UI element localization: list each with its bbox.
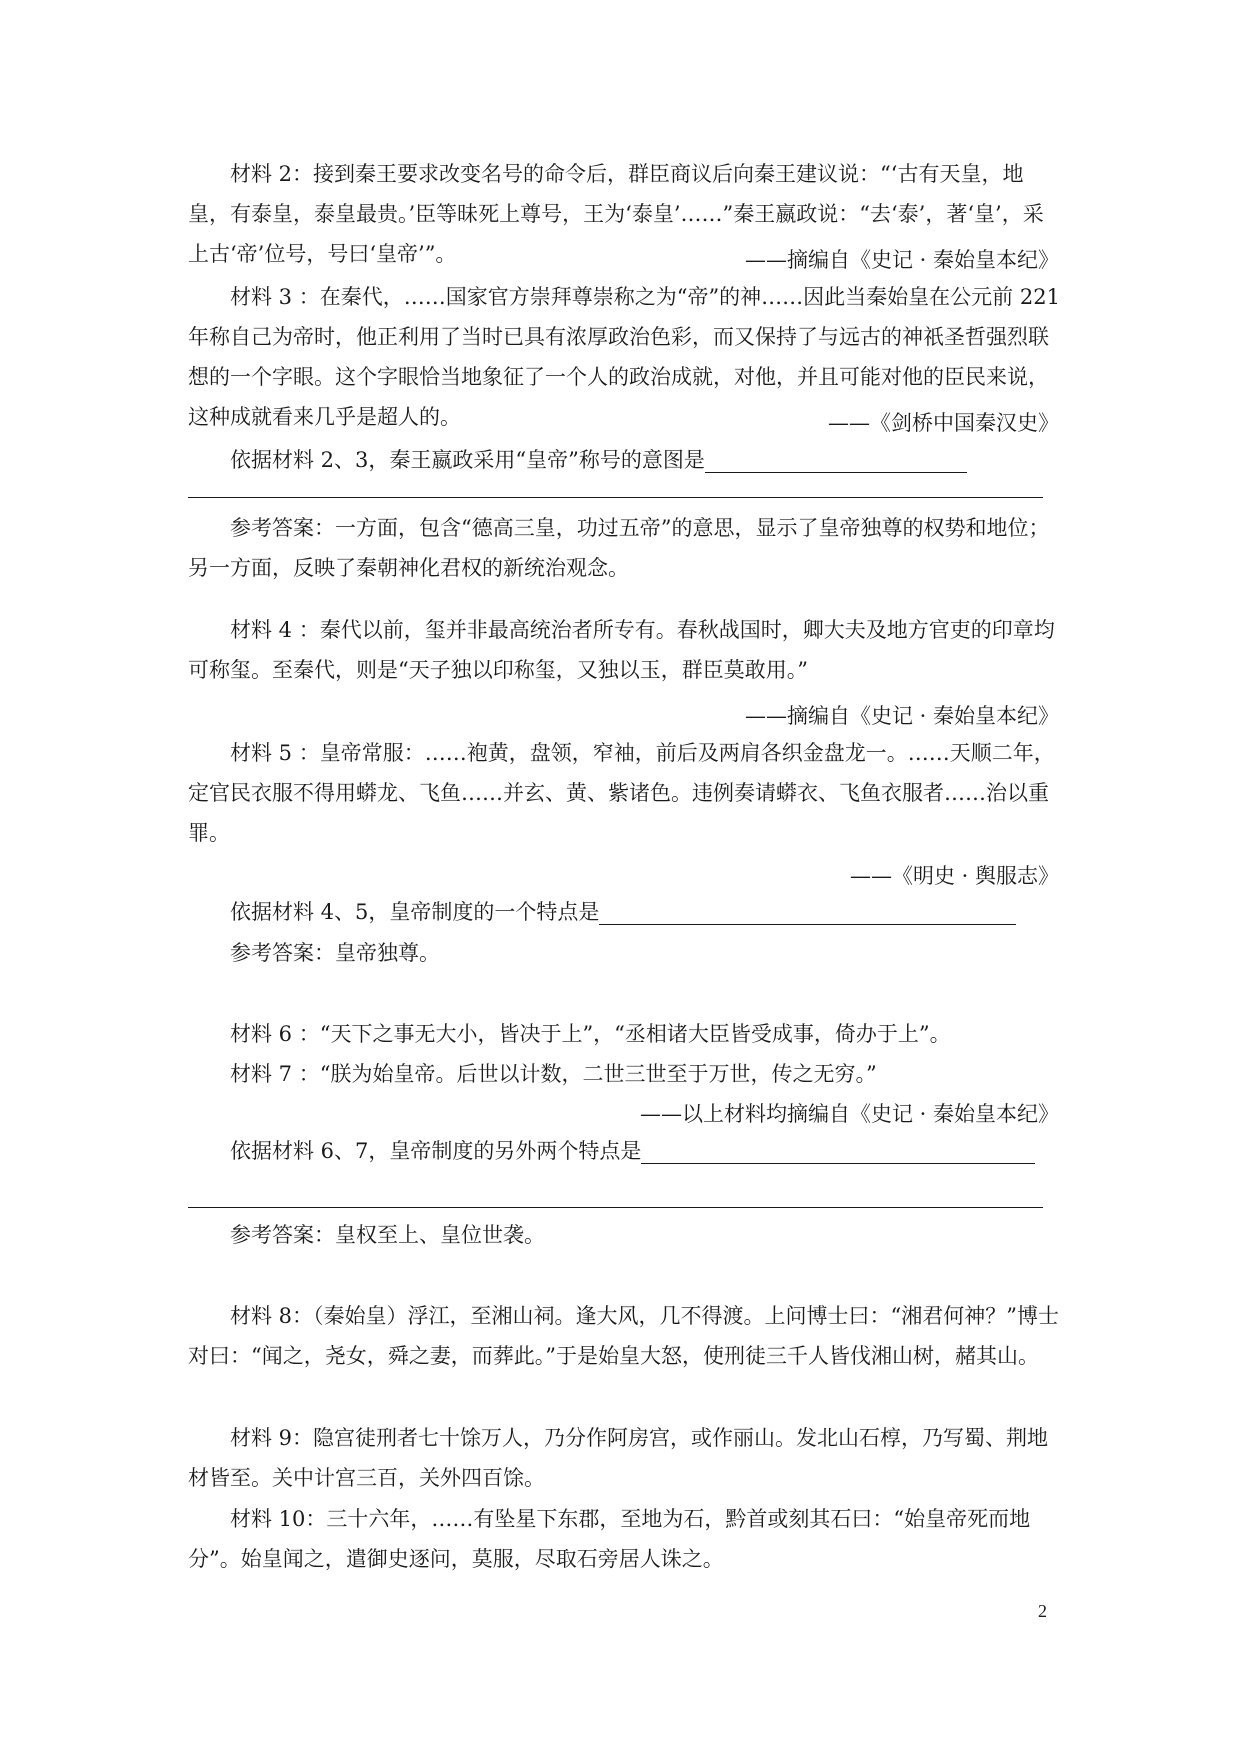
question-2-text: 依据材料 4、5，皇帝制度的一个特点是	[230, 900, 600, 924]
question-1	[230, 440, 967, 480]
material-2-source: ——摘编自《史记 · 秦始皇本纪》	[744, 248, 1059, 272]
question-1-text: 依据材料 2、3，秦王嬴政采用“皇帝”称号的意图是	[230, 448, 705, 472]
answer-2: 参考答案：皇帝独尊。	[230, 941, 440, 965]
answer-blank-1[interactable]	[705, 444, 967, 473]
question-2	[230, 892, 1016, 932]
question-3	[230, 1131, 1035, 1171]
material-7: 材料 7 ：“朕为始皇帝。后世以计数，二世三世至于万世，传之无穷。”	[230, 1062, 877, 1086]
material-4: 材料 4 ：秦代以前，玺并非最高统治者所专有。春秋战国时，卿大夫及地方官吏的印章均可称玺。至秦代，则是“天子独以印称玺，又独以玉，群臣莫敢用。”	[188, 618, 1055, 682]
material-6: 材料 6 ：“天下之事无大小，皆决于上”，“丞相诸大臣皆受成事，倚办于上”。	[230, 1022, 951, 1046]
material-3: 材料 3 ：在秦代，……国家官方崇拜尊崇称之为“帝”的神……因此当秦始皇在公元前 221 年称自己为帝时，他正利用了当时已具有浓厚政治色彩，而又保持了与远古的神祇圣哲强烈联想的一个字眼。这个字眼恰当地象征了一个人的政治成就，对他，并且可能对他的臣民来说，这种成就看来几乎是超人的。	[188, 285, 1060, 429]
answer-blank-2[interactable]	[599, 896, 1016, 925]
material-10: 材料 10：三十六年，……有坠星下东郡，至地为石，黔首或刻其石曰：“始皇帝死而地分”。始皇闻之，遣御史逐问，莫服，尽取石旁居人诛之。	[188, 1507, 1031, 1571]
material-6-7-source: ——以上材料均摘编自《史记 · 秦始皇本纪》	[639, 1102, 1059, 1126]
material-9: 材料 9：隐宫徒刑者七十馀万人，乃分作阿房宫，或作丽山。发北山石椁，乃写蜀、荆地材皆至。关中计宫三百，关外四百馀。	[188, 1426, 1049, 1490]
material-5-source: ——《明史 · 舆服志》	[849, 864, 1059, 888]
material-2: 材料 2：接到秦王要求改变名号的命令后，群臣商议后向秦王建议说：“‘古有天皇，地皇，有泰皇，泰皇最贵。’臣等昧死上尊号，王为‘泰皇’……”秦王嬴政说：“去‘泰’，著‘皇’，采上古‘帝’位号，号曰‘皇帝’”。	[188, 162, 1044, 266]
material-8: 材料 8：（秦始皇）浮江，至湘山祠。逢大风，几不得渡。上问博士曰：“湘君何神？”博士对曰：“闻之，尧女，舜之妻，而葬此。”于是始皇大怒，使刑徒三千人皆伐湘山树，赭其山。	[188, 1304, 1060, 1368]
answer-1: 参考答案：一方面，包含“德高三皇，功过五帝”的意思，显示了皇帝独尊的权势和地位；另一方面，反映了秦朝神化君权的新统治观念。	[188, 516, 1050, 580]
page-number: 2	[1038, 1601, 1047, 1621]
material-5: 材料 5 ：皇帝常服：……袍黄，盘领，窄袖，前后及两肩各织金盘龙一。……天顺二年，定官民衣服不得用蟒龙、飞鱼……并玄、黄、紫诸色。违例奏请蟒衣、飞鱼衣服者……治以重罪。	[188, 741, 1055, 845]
question-3-text: 依据材料 6、7，皇帝制度的另外两个特点是	[230, 1139, 642, 1163]
answer-blank-3[interactable]	[641, 1135, 1035, 1164]
answer-line-3b[interactable]	[188, 1207, 1043, 1208]
answer-3: 参考答案：皇权至上、皇位世袭。	[230, 1223, 545, 1247]
answer-line-1b[interactable]	[188, 497, 1043, 498]
material-3-source: ——《剑桥中国秦汉史》	[828, 411, 1059, 435]
material-4-source: ——摘编自《史记 · 秦始皇本纪》	[744, 704, 1059, 728]
